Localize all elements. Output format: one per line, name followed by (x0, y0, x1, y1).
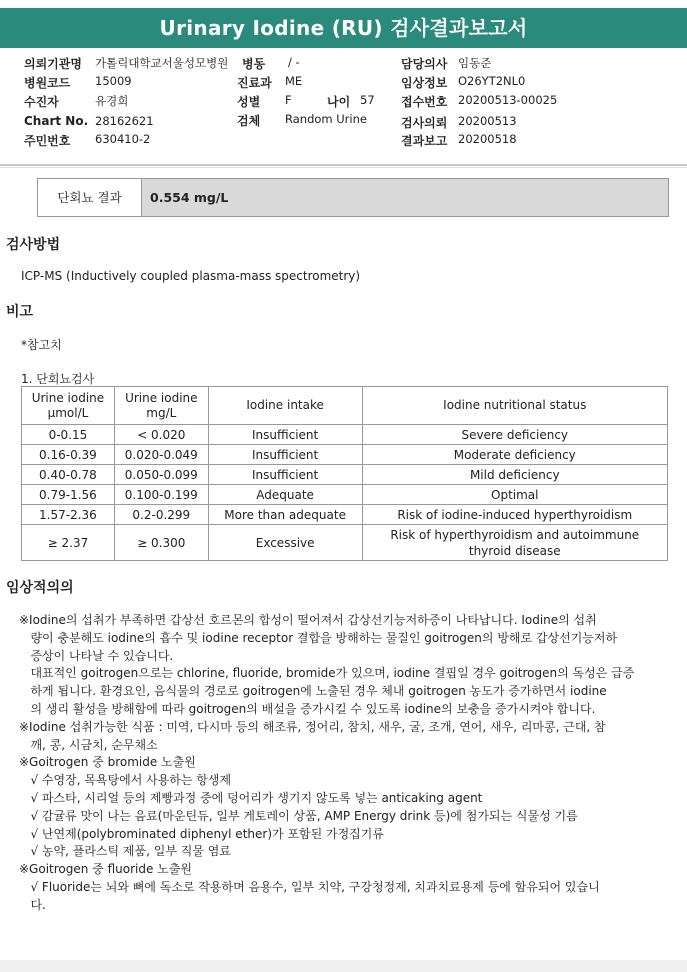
age-value: 57 (360, 93, 375, 107)
header-mg: Urine iodine mg/L (114, 387, 208, 425)
cell-umol: ≥ 2.37 (22, 525, 115, 561)
subject-label: 수진자 (24, 95, 59, 109)
table-row (22, 525, 668, 561)
clinical-heading: 임상적의의 (6, 580, 74, 596)
footer-band (0, 960, 687, 972)
ward-value: / - (288, 55, 300, 69)
cell-intake: Excessive (208, 525, 362, 561)
cell-status: Severe deficiency (362, 425, 667, 445)
cell-mg: ≥ 0.300 (114, 525, 208, 561)
institution-label: 의뢰기관명 (24, 57, 82, 71)
cell-umol: 0.16-0.39 (22, 445, 115, 465)
header-intake: Iodine intake (208, 387, 362, 425)
table-row (22, 505, 668, 525)
cell-status: Moderate deficiency (362, 445, 667, 465)
clinical-info-label: 임상정보 (401, 76, 448, 90)
institution-value: 가톨릭대학교서울성모병원 (95, 56, 229, 70)
subject-value: 유경희 (95, 94, 129, 108)
table-row (22, 485, 668, 505)
cell-intake: Adequate (208, 485, 362, 505)
cell-umol: 1.57-2.36 (22, 505, 115, 525)
cell-intake: Insufficient (208, 445, 362, 465)
cell-intake: Insufficient (208, 425, 362, 445)
header-divider (0, 164, 687, 166)
table-title: 1. 단회뇨검사 (21, 372, 95, 386)
table-row (22, 445, 668, 465)
table-header-row (22, 387, 668, 425)
request-date-value: 20200513 (458, 114, 517, 128)
sex-value: F (285, 93, 292, 107)
cell-mg: 0.2-0.299 (114, 505, 208, 525)
result-box (37, 178, 669, 217)
clinical-paragraph: ※Iodine 섭취가능한 식품 : 미역, 다시마 등의 해조류, 정어리, 참치, 새우, 굴, 조개, 연어, 새우, 리마콩, 근대, 참 깨, 콩, 시금치, 순무채소 (19, 719, 606, 752)
report-title: Urinary Iodine (RU) 검사결과보고서 (0, 8, 687, 48)
chart-no-value: 28162621 (95, 114, 154, 128)
clinical-significance (19, 612, 669, 915)
cell-mg: 0.020-0.049 (114, 445, 208, 465)
specimen-label: 검체 (237, 114, 261, 128)
reference-note: *참고치 (21, 338, 62, 352)
cell-umol: 0.40-0.78 (22, 465, 115, 485)
hospital-code-label: 병원코드 (24, 76, 71, 90)
id-no-label: 주민번호 (24, 134, 71, 148)
result-label: 단회뇨 결과 (38, 179, 142, 216)
cell-mg: 0.050-0.099 (114, 465, 208, 485)
reference-table (21, 386, 668, 561)
cell-status: Mild deficiency (362, 465, 667, 485)
receipt-no-label: 접수번호 (401, 95, 448, 109)
cell-umol: 0.79-1.56 (22, 485, 115, 505)
clinical-info-value: O26YT2NL0 (458, 74, 526, 88)
cell-mg: 0.100-0.199 (114, 485, 208, 505)
method-text: ICP-MS (Inductively coupled plasma-mass spectrometry) (21, 269, 361, 283)
header-umol: Urine iodine μmol/L (22, 387, 115, 425)
remarks-heading: 비고 (6, 304, 34, 320)
cell-mg: < 0.020 (114, 425, 208, 445)
request-date-label: 검사의뢰 (401, 116, 448, 130)
header-status: Iodine nutritional status (362, 387, 667, 425)
cell-intake: Insufficient (208, 465, 362, 485)
doctor-label: 담당의사 (401, 57, 448, 71)
sex-label: 성별 (237, 95, 261, 109)
ward-label: 병동 (242, 57, 266, 71)
method-heading: 검사방법 (6, 237, 61, 253)
clinical-paragraph: ※Iodine의 섭취가 부족하면 갑상선 호르몬의 합성이 떨어져서 갑상선기능저하증이 나타납니다. Iodine의 섭취 량이 충분해도 iodine의 흡수 및 iodine receptor 결합을 방해하는 물질인 goitrogen의 방해로 갑상선기능저하 증상이 나타날 수 있습니다. (19, 613, 618, 663)
cell-intake: More than adequate (208, 505, 362, 525)
id-no-value: 630410-2 (95, 132, 151, 146)
header-divider-thin (0, 167, 687, 168)
clinical-paragraph: ※Goitrogen 중 fluoride 노출원 √ Fluoride는 뇌와 뼈에 독소로 작용하며 음용수, 일부 치약, 구강청정제, 치과치료용제 등에 함유되어 있습니 다. (19, 862, 600, 912)
table-row (22, 425, 668, 445)
clinical-paragraph: 대표적인 goitrogen으로는 chlorine, fluoride, bromide가 있으며, iodine 결핍일 경우 goitrogen의 독성은 급증 하게 됩니다. 환경요인, 음식물의 경로로 goitrogen에 노출된 경우 체내 goitrogen 농도가 증가하면서 iodine 의 생리 활성을 방해함에 따라 goitrogen의 배설을 증가시킬 수 있도록 iodine의 보충을 증가시켜야 합니다. (30, 666, 635, 716)
report-date-label: 결과보고 (401, 134, 448, 148)
clinical-paragraph: ※Goitrogen 중 bromide 노출원 √ 수영장, 목욕탕에서 사용하는 항생제 √ 파스타, 시리얼 등의 제빵과정 중에 덩어리가 생기지 않도록 넣는 anticaking agent √ 감귤류 맛이 나는 음료(마운틴듀, 일부 게토레이 상품, AMP Energy drink 등)에 첨가되는 식물성 기름 √ 난연제(polybrominated diphenyl ether)가 포함된 가정집기류 √ 농약, 플라스틱 제품, 일부 직물 염료 (19, 755, 578, 859)
result-value: 0.554 mg/L (142, 179, 668, 216)
age-label: 나이 (327, 95, 351, 109)
specimen-value: Random Urine (285, 112, 367, 126)
receipt-no-value: 20200513-00025 (458, 93, 558, 107)
cell-status: Risk of hyperthyroidism and autoimmune thyroid disease (362, 525, 667, 561)
cell-status: Risk of iodine-induced hyperthyroidism (362, 505, 667, 525)
report-date-value: 20200518 (458, 132, 517, 146)
table-row (22, 465, 668, 485)
dept-value: ME (285, 74, 303, 88)
chart-no-label: Chart No. (24, 114, 89, 128)
doctor-value: 임동준 (458, 56, 492, 70)
cell-umol: 0-0.15 (22, 425, 115, 445)
hospital-code-value: 15009 (95, 74, 132, 88)
dept-label: 진료과 (237, 76, 272, 90)
cell-status: Optimal (362, 485, 667, 505)
